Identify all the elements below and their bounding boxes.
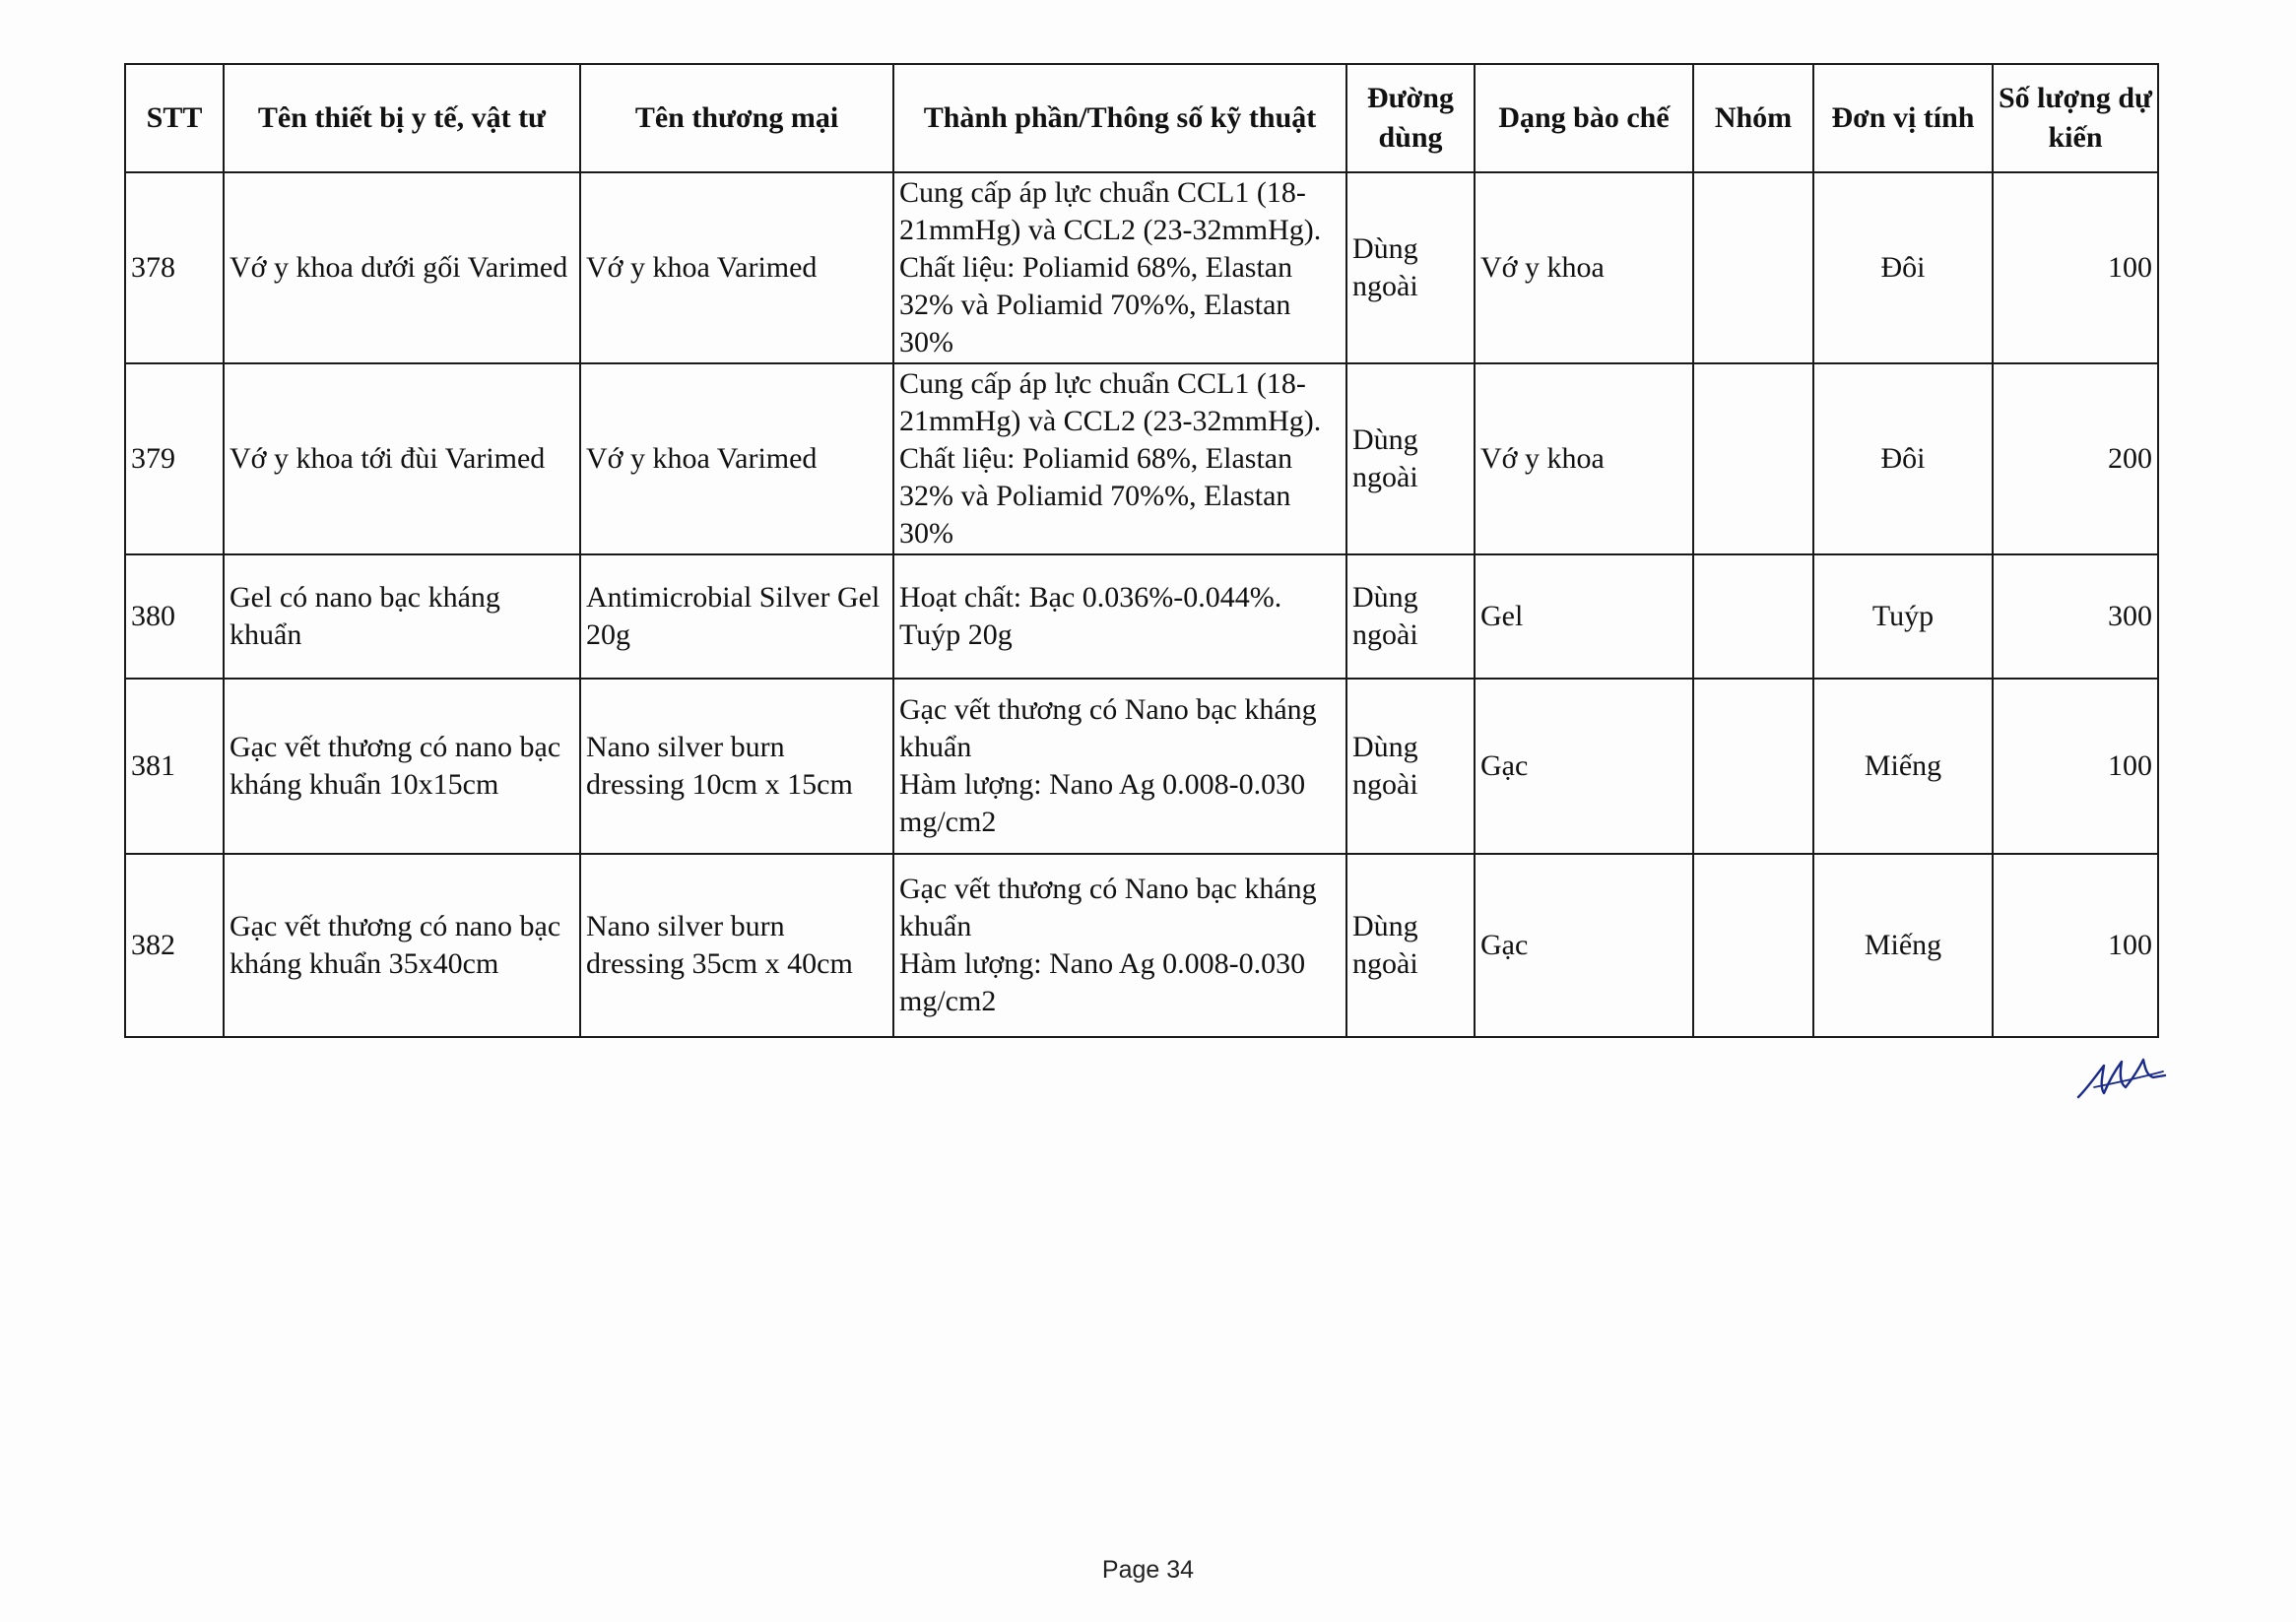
- cell-stt: 382: [125, 854, 224, 1037]
- cell-ten-thuong-mai: Vớ y khoa Varimed: [580, 172, 893, 363]
- cell-stt: 381: [125, 679, 224, 854]
- cell-so-luong: 100: [1993, 172, 2158, 363]
- cell-so-luong: 100: [1993, 854, 2158, 1037]
- cell-stt: 380: [125, 554, 224, 679]
- cell-dang-bao-che: Vớ y khoa: [1475, 363, 1693, 554]
- header-thanh-phan: Thành phần/Thông số kỹ thuật: [893, 64, 1346, 172]
- cell-ten-thuong-mai: Vớ y khoa Varimed: [580, 363, 893, 554]
- cell-ten-thiet-bi: Vớ y khoa dưới gối Varimed: [224, 172, 580, 363]
- header-nhom: Nhóm: [1693, 64, 1813, 172]
- cell-nhom: [1693, 554, 1813, 679]
- cell-dang-bao-che: Gạc: [1475, 679, 1693, 854]
- header-ten-thiet-bi: Tên thiết bị y tế, vật tư: [224, 64, 580, 172]
- cell-don-vi-tinh: Miếng: [1813, 679, 1993, 854]
- cell-thanh-phan: Cung cấp áp lực chuẩn CCL1 (18-21mmHg) và CCL2 (23-32mmHg). Chất liệu: Poliamid 68%, Elastan 32% và Poliamid 70%%, Elastan 30%: [893, 363, 1346, 554]
- cell-so-luong: 200: [1993, 363, 2158, 554]
- cell-so-luong: 300: [1993, 554, 2158, 679]
- cell-ten-thiet-bi: Gel có nano bạc kháng khuẩn: [224, 554, 580, 679]
- handwritten-signature: [2074, 1048, 2167, 1103]
- cell-duong-dung: Dùng ngoài: [1346, 554, 1475, 679]
- cell-duong-dung: Dùng ngoài: [1346, 172, 1475, 363]
- cell-thanh-phan: Gạc vết thương có Nano bạc kháng khuẩn Hàm lượng: Nano Ag 0.008-0.030 mg/cm2: [893, 679, 1346, 854]
- cell-duong-dung: Dùng ngoài: [1346, 679, 1475, 854]
- equipment-table: [124, 63, 2159, 1038]
- cell-duong-dung: Dùng ngoài: [1346, 363, 1475, 554]
- cell-ten-thiet-bi: Vớ y khoa tới đùi Varimed: [224, 363, 580, 554]
- page-number: Page 34: [1101, 1556, 1195, 1584]
- cell-ten-thiet-bi: Gạc vết thương có nano bạc kháng khuẩn 10x15cm: [224, 679, 580, 854]
- header-dang-bao-che: Dạng bào chế: [1475, 64, 1693, 172]
- table-row: [125, 679, 2158, 854]
- cell-so-luong: 100: [1993, 679, 2158, 854]
- header-so-luong: Số lượng dự kiến: [1993, 64, 2158, 172]
- header-ten-thuong-mai: Tên thương mại: [580, 64, 893, 172]
- cell-stt: 379: [125, 363, 224, 554]
- cell-nhom: [1693, 363, 1813, 554]
- cell-nhom: [1693, 172, 1813, 363]
- table-row: [125, 363, 2158, 554]
- cell-stt: 378: [125, 172, 224, 363]
- cell-ten-thuong-mai: Nano silver burn dressing 35cm x 40cm: [580, 854, 893, 1037]
- cell-dang-bao-che: Gel: [1475, 554, 1693, 679]
- header-stt: STT: [125, 64, 224, 172]
- cell-ten-thuong-mai: Nano silver burn dressing 10cm x 15cm: [580, 679, 893, 854]
- cell-ten-thiet-bi: Gạc vết thương có nano bạc kháng khuẩn 35x40cm: [224, 854, 580, 1037]
- cell-dang-bao-che: Gạc: [1475, 854, 1693, 1037]
- cell-nhom: [1693, 854, 1813, 1037]
- table-header-row: [125, 64, 2158, 172]
- cell-don-vi-tinh: Tuýp: [1813, 554, 1993, 679]
- cell-don-vi-tinh: Đôi: [1813, 363, 1993, 554]
- cell-don-vi-tinh: Đôi: [1813, 172, 1993, 363]
- table-row: [125, 554, 2158, 679]
- table-row: [125, 854, 2158, 1037]
- header-don-vi-tinh: Đơn vị tính: [1813, 64, 1993, 172]
- header-duong-dung: Đường dùng: [1346, 64, 1475, 172]
- cell-nhom: [1693, 679, 1813, 854]
- table-row: [125, 172, 2158, 363]
- cell-thanh-phan: Gạc vết thương có Nano bạc kháng khuẩn Hàm lượng: Nano Ag 0.008-0.030 mg/cm2: [893, 854, 1346, 1037]
- cell-thanh-phan: Hoạt chất: Bạc 0.036%-0.044%. Tuýp 20g: [893, 554, 1346, 679]
- cell-dang-bao-che: Vớ y khoa: [1475, 172, 1693, 363]
- cell-ten-thuong-mai: Antimicrobial Silver Gel 20g: [580, 554, 893, 679]
- cell-don-vi-tinh: Miếng: [1813, 854, 1993, 1037]
- cell-thanh-phan: Cung cấp áp lực chuẩn CCL1 (18-21mmHg) và CCL2 (23-32mmHg). Chất liệu: Poliamid 68%, Elastan 32% và Poliamid 70%%, Elastan 30%: [893, 172, 1346, 363]
- cell-duong-dung: Dùng ngoài: [1346, 854, 1475, 1037]
